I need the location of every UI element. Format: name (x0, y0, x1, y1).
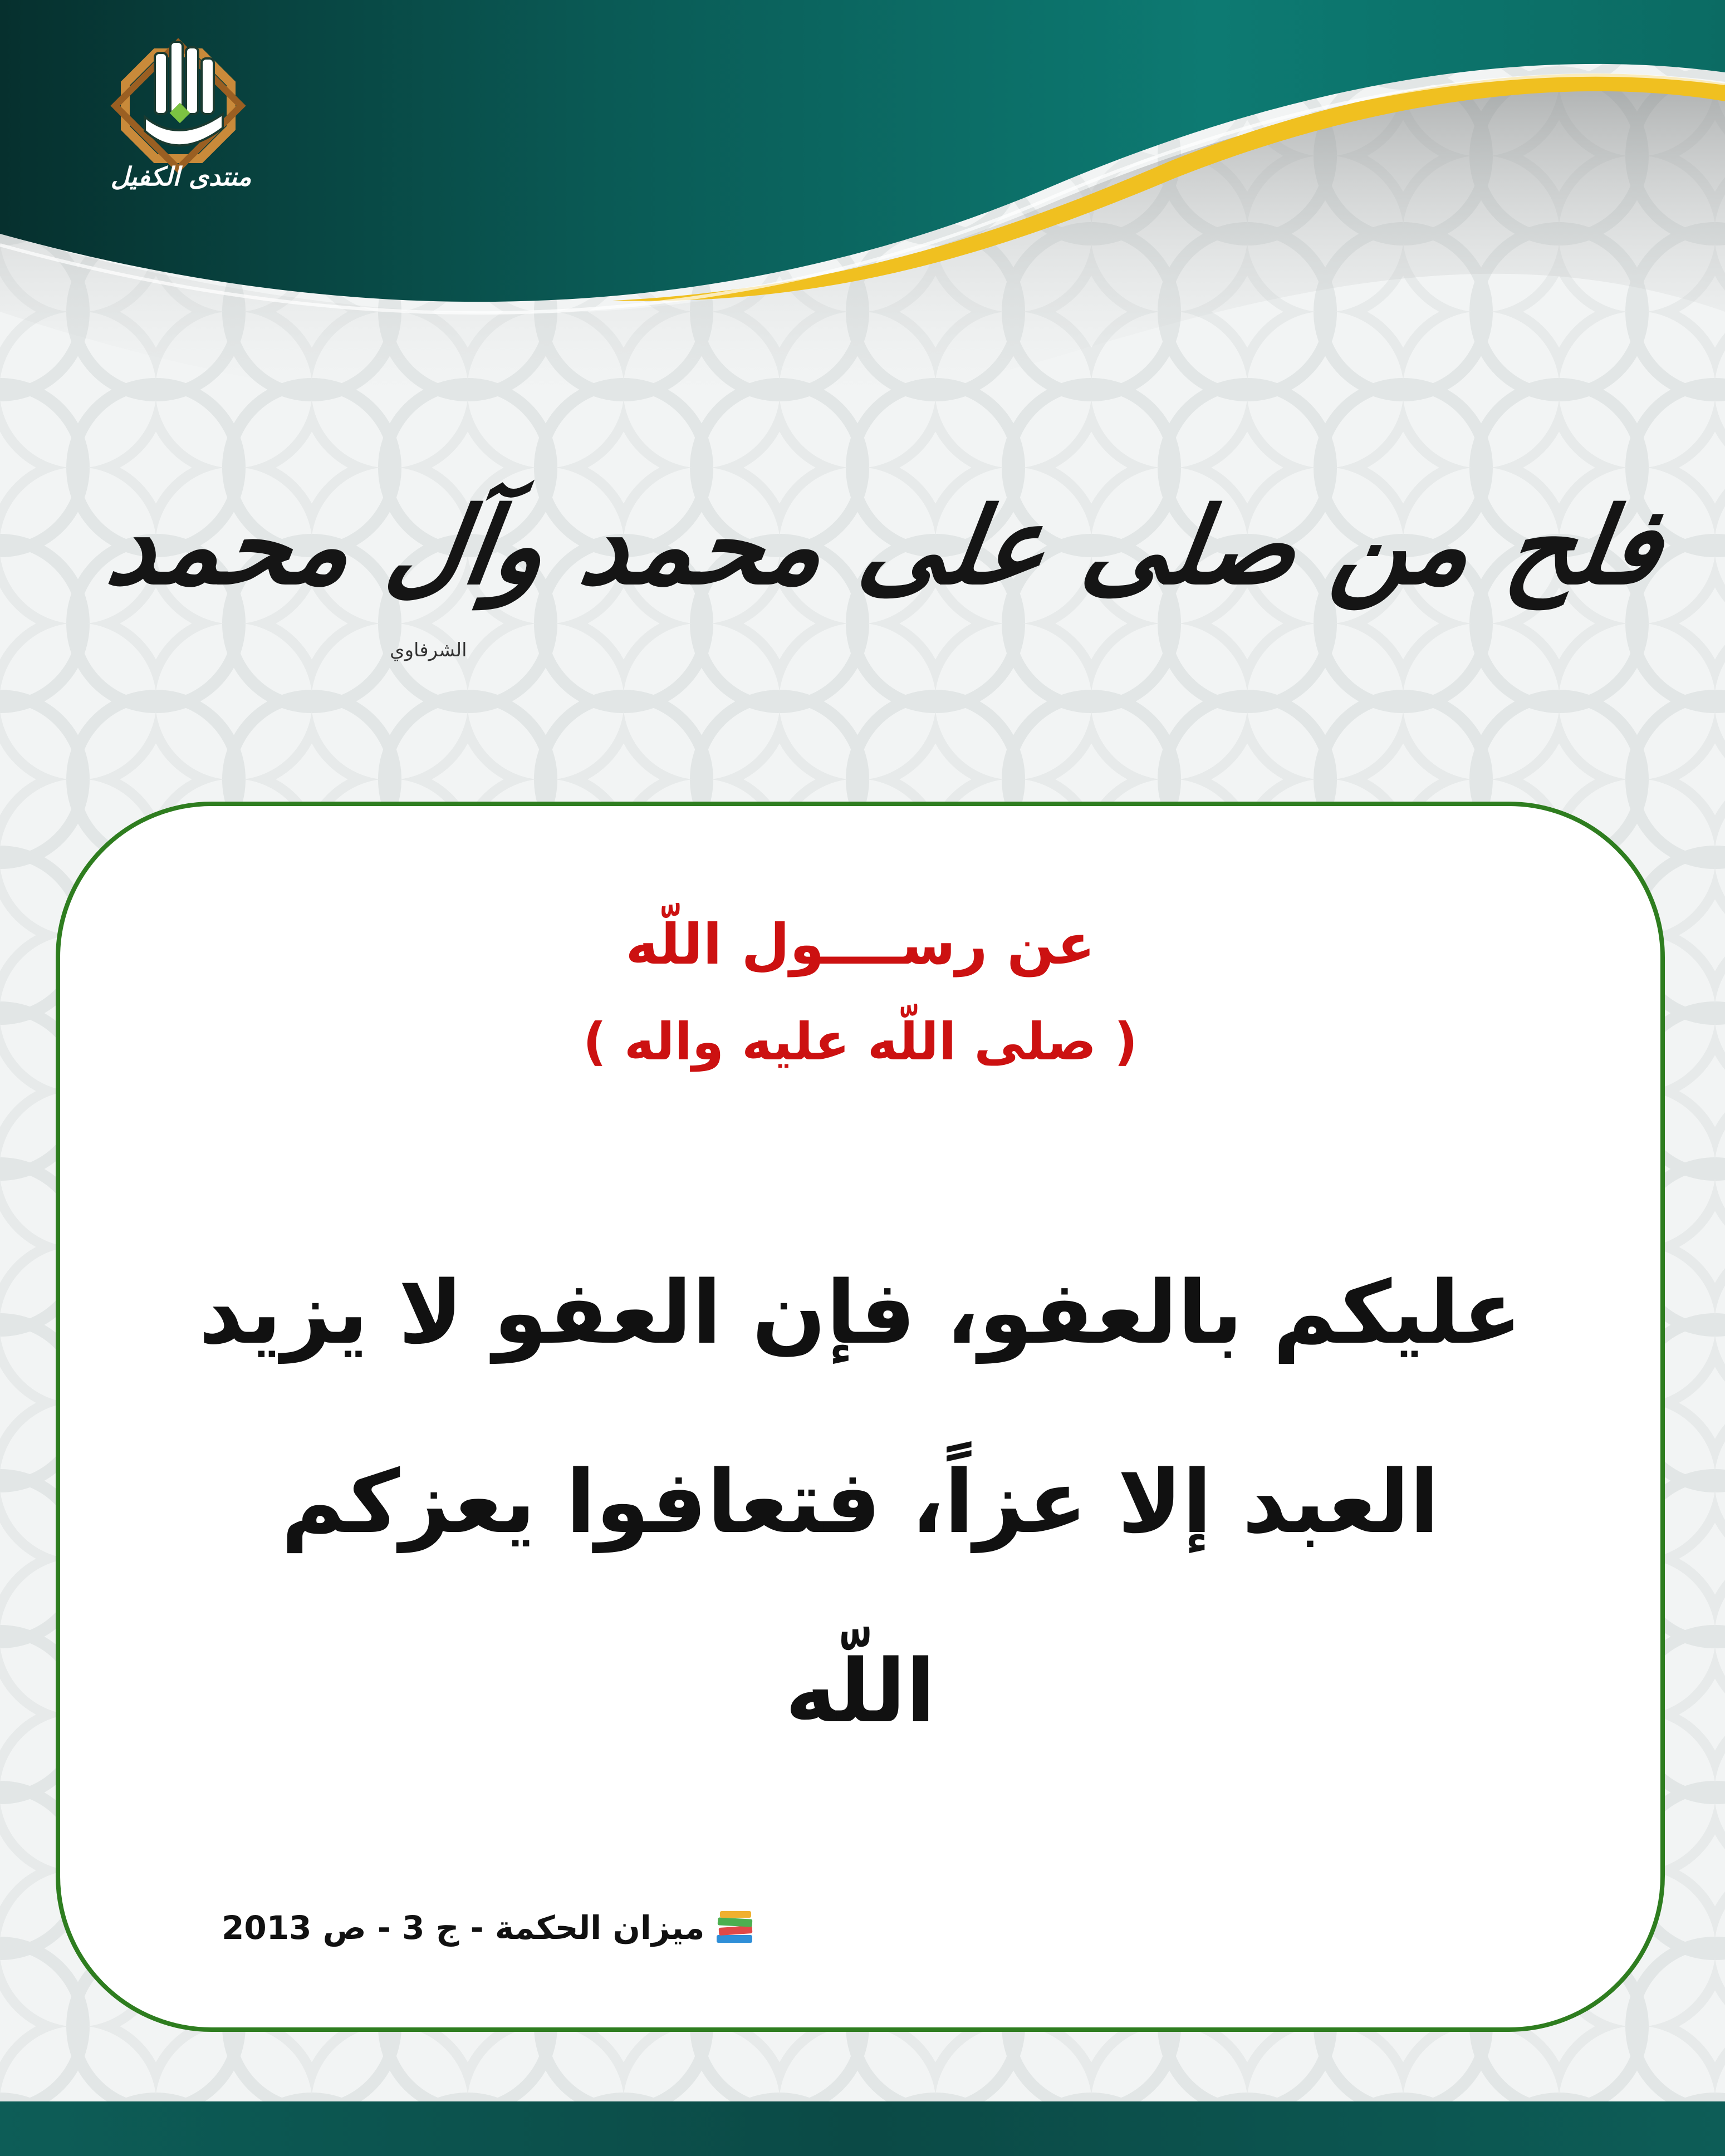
calligrapher-signature: الشرفاوي (390, 639, 467, 661)
books-icon (712, 1908, 757, 1947)
hadith-line: العبد إلا عزاً، فتعافوا يعزكم (281, 1451, 1439, 1553)
calligraphy-text: فلح من صلى على محمد وآل محمد (100, 483, 1670, 608)
hadith-line: اللّه (785, 1641, 936, 1742)
calligraphy-banner (100, 401, 1670, 690)
kafeel-logo-icon (84, 22, 273, 223)
narrator-line: عن رســــول اللّه (625, 912, 1095, 977)
hadith-text (149, 1218, 1571, 1786)
salawat-line: ( صلى اللّه عليه واله ) (582, 1012, 1138, 1072)
hadith-line: عليكم بالعفو، فإن العفو لا يزيد (198, 1262, 1522, 1363)
hadith-card (56, 802, 1665, 2032)
brand-name: منتدى الكفيل (110, 161, 252, 191)
source-text: ميزان الحكمة - ج 3 - ص 2013 (222, 1909, 705, 1947)
source-citation (222, 1908, 757, 1947)
footer-bar (0, 2101, 1725, 2156)
